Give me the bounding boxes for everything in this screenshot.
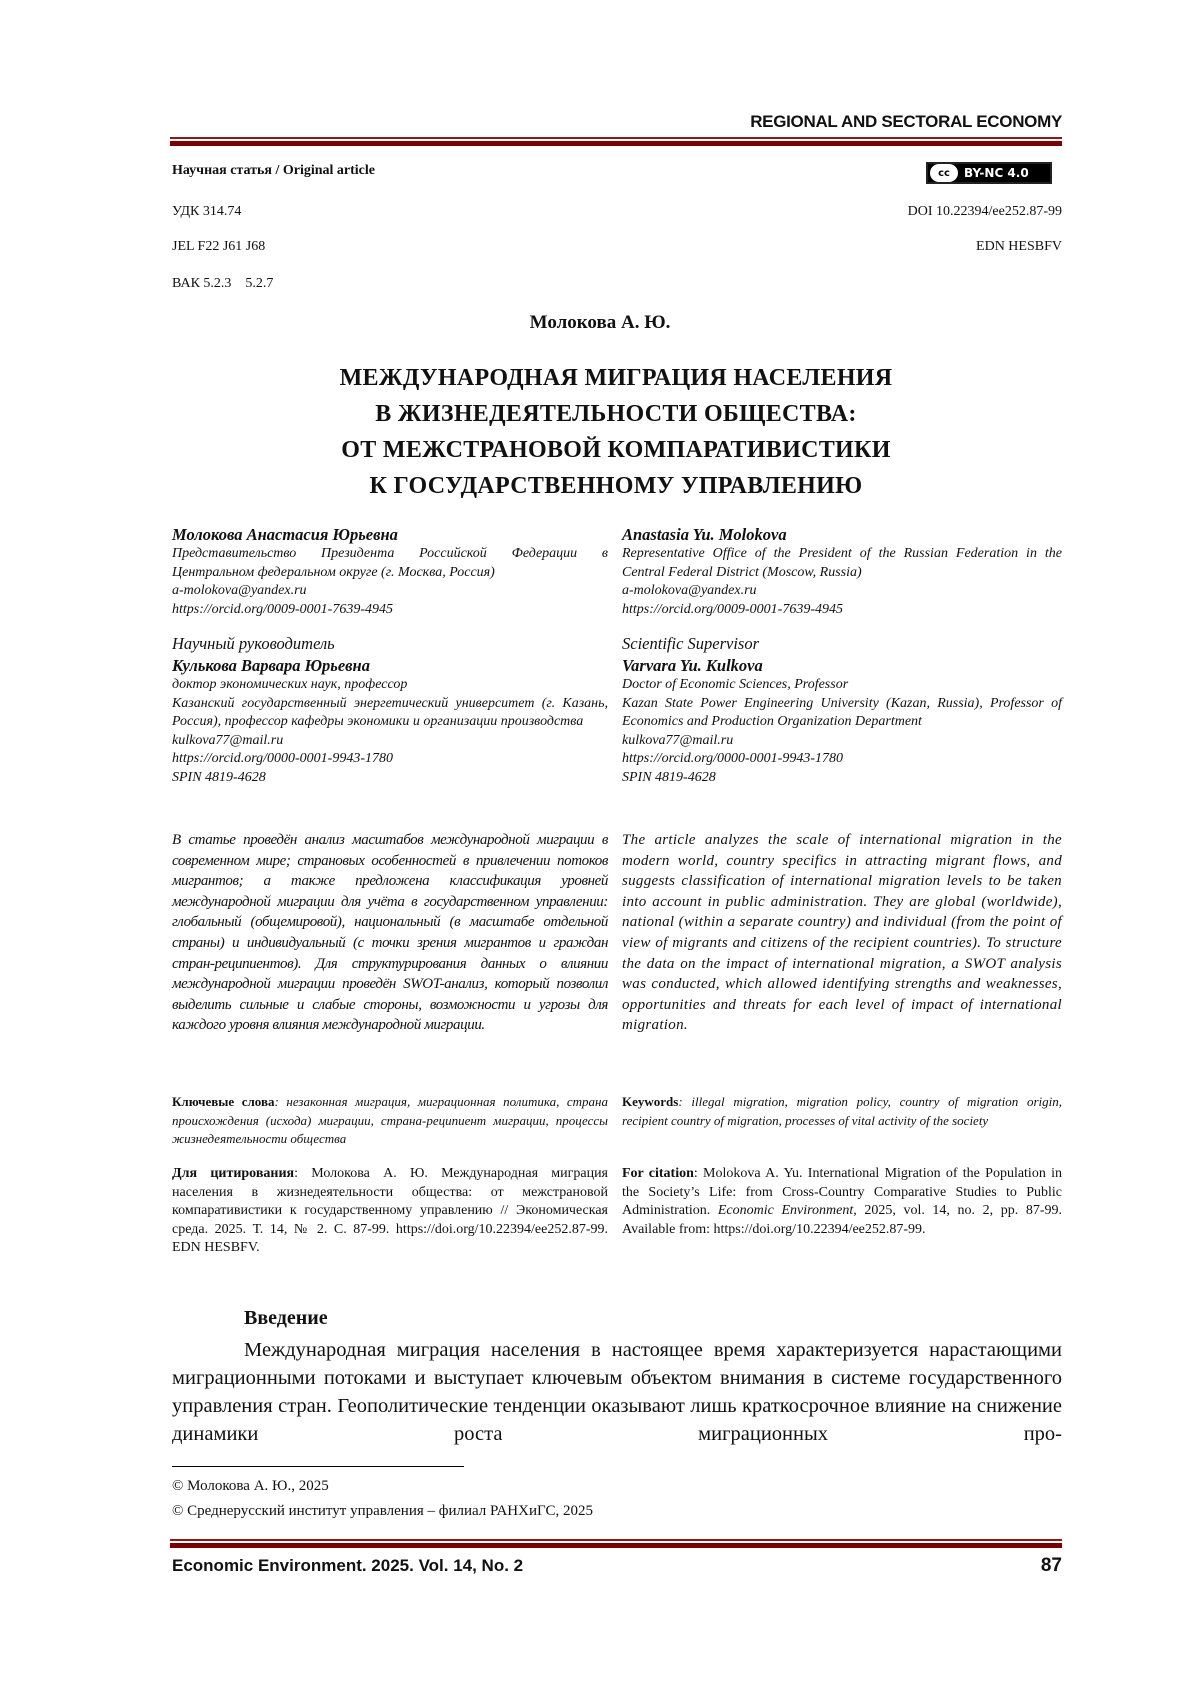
supervisor-spin: SPIN 4819-4628 — [622, 769, 1062, 788]
license-label: BY-NC 4.0 — [964, 166, 1029, 180]
supervisor-name: Кулькова Варвара Юрьевна — [172, 655, 608, 676]
citation-text: : Molokova A. Yu. International Migration of the Population in the Society’s Life: from Cross-Country Comparative Studies to Public Administration. — [622, 1166, 1062, 1218]
cc-icon: cc — [930, 164, 958, 182]
citation-ru — [172, 1165, 608, 1258]
title-line: ОТ МЕЖСТРАНОВОЙ КОМПАРАТИВИСТИКИ — [170, 432, 1062, 468]
keywords-en — [622, 1093, 1062, 1130]
supervisor-degree: Doctor of Economic Sciences, Professor — [622, 676, 1062, 695]
abstract-en: The article analyzes the scale of international migration in the modern world, country specifics in attracting migrant flows, and suggests classification of international migration levels to be taken into account in public administration. They are global (worldwide), national (within a separate country) and individual (from the point of view of migrants and citizens of the recipient countries). To structure the data on the impact of international migration, a SWOT analysis was conducted, which allowed identifying strengths and weaknesses, opportunities and threats for each level of impact of international migration. — [622, 830, 1062, 1036]
title-line: К ГОСУДАРСТВЕННОМУ УПРАВЛЕНИЮ — [170, 468, 1062, 504]
keywords-ru — [172, 1093, 608, 1149]
footnote: © Молокова А. Ю., 2025 — [172, 1478, 329, 1495]
license-badge[interactable] — [926, 162, 1052, 184]
article-type: Научная статья / Original article — [172, 163, 375, 179]
author-name: Молокова Анастасия Юрьевна — [172, 524, 608, 545]
citation-text-end: , 2025, vol. 14, no. 2, pp. 87-99. Available from: https://doi.org/10.22394/ee252.87-99. — [622, 1203, 1062, 1237]
author-affiliation: Representative Office of the President of the Russian Federation in the Central Federal District (Moscow, Russia) — [622, 545, 1062, 582]
article-title — [170, 360, 1062, 504]
header-rule — [170, 137, 1062, 139]
header-rule-thick — [170, 141, 1062, 146]
udk: УДК 314.74 — [172, 204, 241, 220]
citation-en — [622, 1165, 1062, 1239]
section-heading: Введение — [244, 1307, 328, 1330]
supervisor-orcid[interactable]: https://orcid.org/0000-0001-9943-1780 — [172, 750, 608, 769]
citation-text: : Молокова А. Ю. Международная миграция населения в жизнедеятельности общества: от межстрановой компаративистики к государственному управлению // Экономическая среда. 2025. Т. 14, № 2. С. 87-99. https://doi.org/10.22394/ee252.87-99. EDN HESBFV. — [172, 1166, 608, 1255]
supervisor-spin: SPIN 4819-4628 — [172, 769, 608, 788]
footnote: © Среднерусский институт управления – филиал РАНХиГС, 2025 — [172, 1503, 593, 1520]
author-email[interactable]: a-molokova@yandex.ru — [622, 582, 1062, 601]
author-short: Молокова А. Ю. — [0, 312, 1200, 334]
supervisor-orcid[interactable]: https://orcid.org/0000-0001-9943-1780 — [622, 750, 1062, 769]
supervisor-email[interactable]: kulkova77@mail.ru — [622, 732, 1062, 751]
author-email[interactable]: a-molokova@yandex.ru — [172, 582, 608, 601]
running-header: REGIONAL AND SECTORAL ECONOMY — [750, 112, 1062, 132]
supervisor-degree: доктор экономических наук, профессор — [172, 676, 608, 695]
keywords-text: : незаконная миграция, миграционная политика, страна происхождения (исхода) миграции, страна-реципиент миграции, процессы жизнедеятельности общества — [172, 1094, 608, 1146]
vak: ВАК 5.2.3 5.2.7 — [172, 276, 273, 292]
keywords-label: Keywords — [622, 1094, 678, 1109]
supervisor-role: Научный руководитель — [172, 633, 608, 655]
page-number: 87 — [1041, 1555, 1062, 1577]
author-info-ru — [172, 524, 608, 787]
abstract-ru: В статье проведён анализ масштабов международной миграции в современном мире; страновых особенностей в привлечении потоков мигрантов; а также предложена классификация уровней международной миграции для учёта в государственном управлении: глобальный (общемировой), национальный (в масштабе отдельной страны) и индивидуальный (с точки зрения мигрантов и граждан стран-реципиентов). Для структурирования данных о влиянии международной миграции проведён SWOT-анализ, который позволил выделить сильные и слабые стороны, возможности и угрозы для каждого уровня влияния международной миграции. — [172, 830, 608, 1036]
supervisor-affiliation: Казанский государственный энергетический университет (г. Казань, Россия), профессор кафедры экономики и организации производства — [172, 695, 608, 732]
supervisor-affiliation: Kazan State Power Engineering University (Kazan, Russia), Professor of Economics and Production Organization Department — [622, 695, 1062, 732]
keywords-label: Ключевые слова — [172, 1094, 275, 1109]
author-name: Anastasia Yu. Molokova — [622, 524, 1062, 545]
footer-rule — [170, 1539, 1062, 1541]
title-line: МЕЖДУНАРОДНАЯ МИГРАЦИЯ НАСЕЛЕНИЯ — [170, 360, 1062, 396]
intro-paragraph: Международная миграция населения в настоящее время характеризуется нарастающими миграционными потоками и выступает ключевым объектом внимания в системе государственного управления стран. Геополитические тенденции оказывают лишь краткосрочное влияние на снижение динамики роста миграционных про- — [172, 1336, 1062, 1448]
supervisor-name: Varvara Yu. Kulkova — [622, 655, 1062, 676]
author-orcid[interactable]: https://orcid.org/0009-0001-7639-4945 — [622, 601, 1062, 620]
author-info-en — [622, 524, 1062, 787]
footnote-rule — [172, 1466, 464, 1467]
keywords-text: : illegal migration, migration policy, country of migration origin, recipient country of migration, processes of vital activity of the society — [622, 1094, 1062, 1128]
citation-journal: Economic Environment — [718, 1203, 853, 1218]
author-orcid[interactable]: https://orcid.org/0009-0001-7639-4945 — [172, 601, 608, 620]
supervisor-email[interactable]: kulkova77@mail.ru — [172, 732, 608, 751]
title-line: В ЖИЗНЕДЕЯТЕЛЬНОСТИ ОБЩЕСТВА: — [170, 396, 1062, 432]
journal-footer: Economic Environment. 2025. Vol. 14, No. 2 — [172, 1556, 523, 1576]
jel: JEL F22 J61 J68 — [172, 239, 265, 255]
supervisor-role: Scientific Supervisor — [622, 633, 1062, 655]
citation-label: For citation — [622, 1166, 694, 1181]
citation-label: Для цитирования — [172, 1166, 294, 1181]
edn: EDN HESBFV — [976, 239, 1062, 255]
intro-body — [172, 1336, 1062, 1448]
doi[interactable]: DOI 10.22394/ee252.87-99 — [908, 204, 1062, 220]
author-affiliation: Представительство Президента Российской Федерации в Центральном федеральном округе (г. Москва, Россия) — [172, 545, 608, 582]
footer-rule-thick — [170, 1543, 1062, 1548]
